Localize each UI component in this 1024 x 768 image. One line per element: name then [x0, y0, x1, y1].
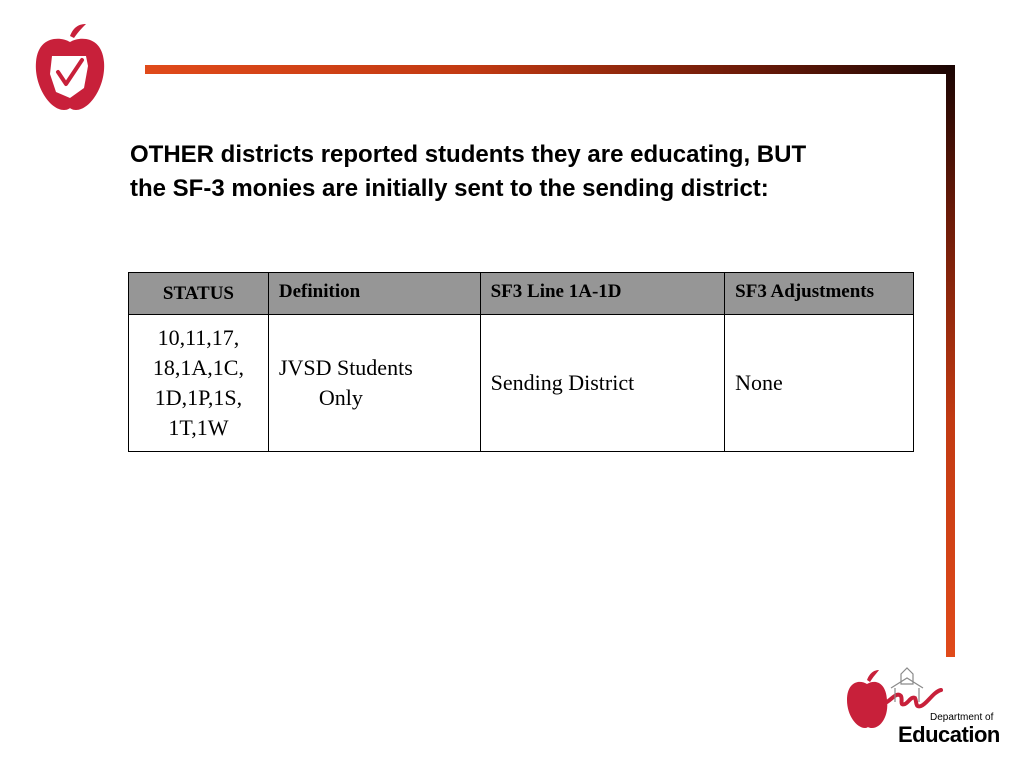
header-sf3-adjustments: SF3 Adjustments — [725, 273, 914, 315]
cell-sf3-adjustments: None — [725, 315, 914, 452]
cell-sf3-line: Sending District — [480, 315, 725, 452]
header-status: STATUS — [129, 273, 269, 315]
header-sf3-line: SF3 Line 1A-1D — [480, 273, 725, 315]
table-header-row — [129, 273, 914, 315]
education-label: Education — [898, 722, 1000, 747]
heading-line-1: OTHER districts reported students they are educating, BUT — [130, 141, 807, 168]
department-of-label: Department of — [930, 712, 994, 723]
table-row — [129, 315, 914, 452]
heading-line-2: the SF-3 monies are initially sent to the sending district: — [130, 175, 769, 202]
top-accent-bar — [145, 65, 955, 74]
slide-heading — [130, 138, 950, 206]
apple-checkmark-icon — [30, 22, 108, 114]
status-line: 18,1A,1C, — [152, 355, 244, 380]
header-definition: Definition — [268, 273, 480, 315]
definition-line: Only — [318, 385, 363, 410]
cell-status — [129, 315, 269, 452]
cell-definition — [268, 315, 480, 452]
status-line: 1T,1W — [168, 415, 229, 440]
status-table — [128, 272, 914, 452]
status-line: 1D,1P,1S, — [154, 385, 243, 410]
status-line: 10,11,17, — [157, 325, 240, 350]
definition-line: JVSD Students — [278, 355, 413, 380]
